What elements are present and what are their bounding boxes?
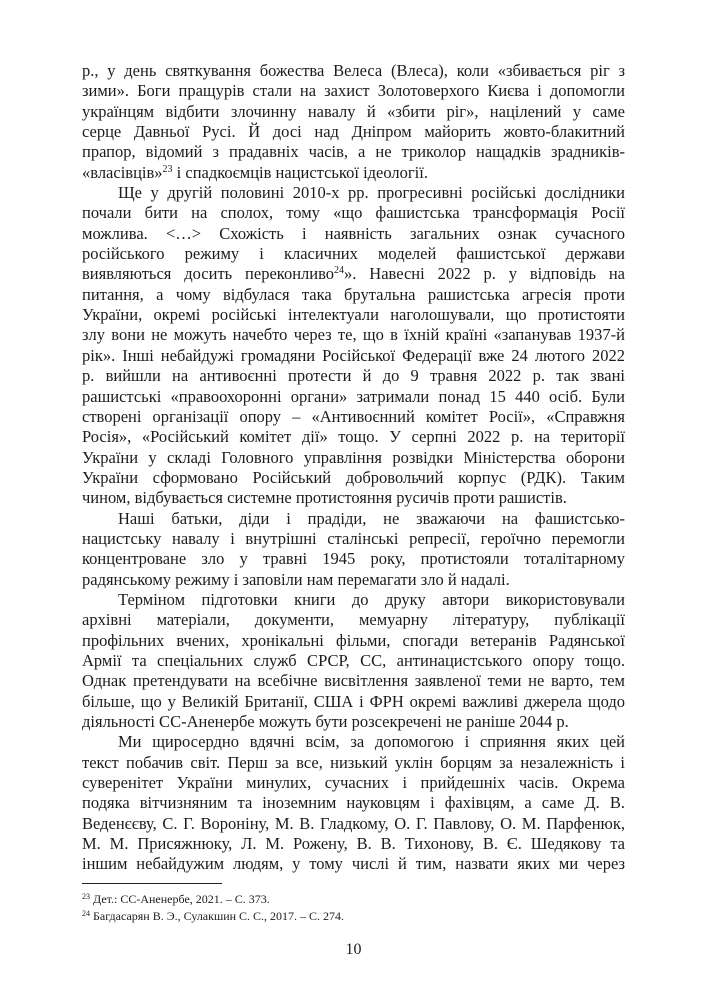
footnote-number: 24 xyxy=(82,909,90,918)
text-line: рік». Інші небайдужі громадяни Російської Федерації вже 24 лютого 2022 xyxy=(82,345,625,365)
paragraph xyxy=(82,61,625,183)
text-segment: і спадкоємців нацистської ідеології. xyxy=(172,162,428,182)
text-line: радянському режиму і заповіли нам перемагати зло й надалі. xyxy=(82,569,510,589)
text-line: профільних вчених, хронікальні фільми, спогади ветеранів Радянської xyxy=(82,630,625,650)
paragraph xyxy=(82,509,625,590)
text-line xyxy=(82,163,625,183)
footnote-divider xyxy=(82,883,222,884)
paragraph xyxy=(82,732,625,874)
text-line: рашистські «правоохоронні органи» затримали понад 15 440 осіб. Були xyxy=(82,386,625,406)
footnotes xyxy=(82,891,344,925)
footnote-ref[interactable]: 23 xyxy=(162,163,173,175)
text-line: зими». Боги пращурів стали на захист Золотоверхого Києва і допомогли xyxy=(82,81,625,101)
text-line: суверенітет України минулих, сучасних і прийдешніх часів. Окрема xyxy=(82,773,625,793)
text-line: архівні матеріали, документи, мемуарну літературу, публікації xyxy=(82,610,625,630)
text-line: Росія», «Російський комітет дії» тощо. У серпні 2022 р. на території xyxy=(82,427,625,447)
body-text xyxy=(82,61,625,875)
footnote-text: Багдасарян В. Э., Сулакшин С. С., 2017. – С. 274. xyxy=(90,909,345,923)
text-line: створені організації опору – «Антивоєнний комітет Росії», «Справжня xyxy=(82,406,625,426)
text-line: України у складі Головного управління розвідки Міністерства оборони xyxy=(82,447,625,467)
footnote-ref[interactable]: 24 xyxy=(334,265,345,277)
text-line: М. М. Присяжнюку, Л. М. Рожену, В. В. Тихонову, В. Є. Шедякову та xyxy=(82,834,625,854)
text-line: Ми щиросердно вдячні всім, за допомогою і сприяння яких цей xyxy=(118,732,625,752)
page-number: 10 xyxy=(345,941,362,958)
paragraph xyxy=(82,590,625,732)
text-line: Однак претендувати на всебічне висвітлення заявленої теми не варто, тем xyxy=(82,671,625,691)
text-line: діяльності СС-Аненербе можуть бути розсекречені не раніше 2044 р. xyxy=(82,712,569,731)
text-line: Терміном підготовки книги до друку автори використовували xyxy=(118,589,625,609)
text-line: більше, що у Великій Британії, США і ФРН окремі важливі джерела щодо xyxy=(82,691,625,711)
text-line: подяка вітчизняним та іноземним науковцям і фахівцям, а саме Д. В. xyxy=(82,793,625,813)
text-line: можлива. <…> Схожість і наявність загальних ознак сучасного xyxy=(82,223,625,243)
text-line: Веденєєву, С. Г. Вороніну, М. В. Гладкому, О. Г. Павлову, О. М. Парфенюк, xyxy=(82,813,625,833)
paragraph xyxy=(82,183,625,509)
text-line: України, окремі російські інтелектуали наголошували, що протистояти xyxy=(82,305,625,325)
footnote xyxy=(82,908,344,925)
text-line xyxy=(82,264,625,284)
footnote xyxy=(82,891,344,908)
text-line: України сформовано Російський добровольчий корпус (РДК). Таким xyxy=(82,467,625,487)
footnote-number: 23 xyxy=(82,892,90,901)
text-line: чином, відбувається системне протистояння русичів проти рашистів. xyxy=(82,488,567,508)
text-line: р. вийшли на антивоєнні протести й до 9 травня 2022 р. так звані xyxy=(82,366,625,386)
footnote-text: Дет.: СС-Аненербе, 2021. – С. 373. xyxy=(90,892,270,906)
text-line: почали бити на сполох, тому «що фашистська трансформація Росії xyxy=(82,203,625,223)
text-line: іншим небайдужим людям, у тому числі й тим, назвати яких ми через xyxy=(82,854,625,874)
text-line: Ще у другій половині 2010-х рр. прогресивні російські дослідники xyxy=(118,183,625,203)
text-segment: ». Навесні 2022 р. у відповідь на xyxy=(344,264,625,284)
text-line: серце Давньої Русі. Й досі над Дніпром майорить жовто-блакитний xyxy=(82,122,625,142)
text-line: Армії та спеціальних служб СРСР, СС, антинацистського опору тощо. xyxy=(82,650,625,670)
text-line: текст побачив світ. Перш за все, низький уклін борцям за незалежність і xyxy=(82,752,625,772)
text-line: прапор, відомий з прадавніх часів, а не триколор нащадків зрадників- xyxy=(82,142,625,162)
text-line: російського режиму і класичних моделей фашистської держави xyxy=(82,244,625,264)
text-line: нацистську навалу і внутрішні сталінські репресії, героїчно перемогли xyxy=(82,528,625,548)
text-segment: «власівців» xyxy=(82,162,163,182)
text-line: злу вони не можуть начебто через те, що в їхній країні «запанував 1937-й xyxy=(82,325,625,345)
text-line: українцям відбити злочинну навалу й «збити ріг», націлений у саме xyxy=(82,101,625,121)
text-line: Наші батьки, діди і прадіди, не зважаючи на фашистсько- xyxy=(118,508,625,528)
text-segment: виявляються досить переконливо xyxy=(82,264,335,284)
text-line: р., у день святкування божества Велеса (Влеса), коли «збивається ріг з xyxy=(82,61,625,80)
text-line: питання, а чому відбулася така брутальна рашистська агресія проти xyxy=(82,284,625,304)
text-line: концентроване зло у травні 1945 року, протистояли тоталітарному xyxy=(82,549,625,569)
